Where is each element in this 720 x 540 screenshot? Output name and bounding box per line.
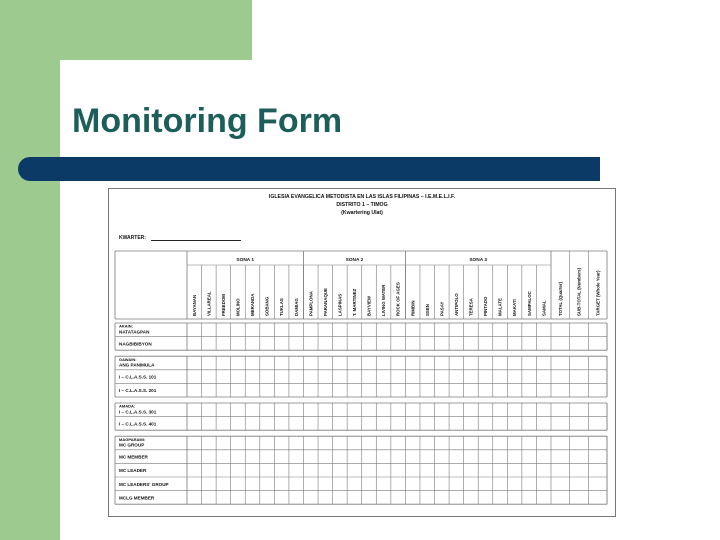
column-header: LASPINAS [337, 293, 343, 316]
section-label: AKAIN: [119, 323, 133, 329]
row-label: ANG PANIMULA [119, 362, 155, 368]
section-label: GAWAIN: [119, 356, 137, 362]
kwarter-label: KWARTER: [119, 235, 146, 241]
summary-column-header: SUB-TOTAL (Numbers) [576, 267, 582, 316]
column-header: T. MARTINEZ [352, 288, 358, 316]
row-label: I – C.L.A.S.S. 101 [119, 374, 157, 380]
monitoring-form [108, 188, 616, 517]
summary-column-header: TOTAL (Quarter) [557, 281, 563, 316]
row-label: MC GROUP [119, 442, 145, 448]
column-header: PAMPLONA [308, 291, 314, 316]
column-header: SAMPALOC [526, 291, 532, 316]
form-header-org: IGLESIA EVANGELICA METODISTA EN LAS ISLAS FILIPINAS – I.E.M.E.L.I.F. [268, 194, 456, 200]
column-header: LIVING WATER [381, 284, 387, 316]
section-label: AMADA: [119, 403, 136, 409]
zone-label: SONA 1 [236, 258, 255, 263]
zone-label: SONA 2 [345, 258, 364, 263]
column-header: BAYANAN [191, 294, 197, 316]
row-label: MCLG MEMBER [119, 495, 155, 501]
row-label: I – C.L.A.S.S. 301 [119, 409, 157, 415]
column-header: PINTADO [483, 296, 489, 316]
summary-column-header: TARGET (Whole Year) [595, 270, 601, 316]
row-label: I – C.L.A.S.S. 401 [119, 421, 157, 427]
column-header: DAMIAG [293, 298, 299, 316]
form-header-report: (Kwartering Ulat) [341, 210, 383, 216]
section-label: MAGPARAMI: [119, 436, 146, 442]
column-header: SOBANG [264, 296, 270, 316]
form-table [109, 189, 615, 516]
column-header: FREEDOM [221, 294, 226, 316]
row-label: MC MEMBER [119, 454, 148, 460]
top-green-block [60, 0, 252, 60]
side-green-bar [0, 0, 60, 540]
row-label: MC LEADER [119, 468, 147, 474]
column-header: BAYVIEW [366, 295, 372, 316]
row-label: NATATAGPAN [119, 329, 150, 335]
column-header: MAKATI [512, 299, 518, 316]
column-header: PARANAQUE [322, 288, 328, 316]
column-header: MALATE [497, 298, 503, 316]
column-header: TUKLAS [279, 298, 285, 316]
row-label: I – C.L.A.S.S. 201 [119, 388, 157, 394]
column-header: MOLINO [235, 298, 241, 316]
column-header: MERANDA [250, 293, 256, 316]
column-header: RIMBIN [410, 300, 416, 316]
slide-title: Monitoring Form [72, 102, 343, 140]
title-underline-bar [18, 157, 600, 181]
column-header: TERESA [468, 298, 474, 316]
zone-label: SONA 3 [469, 258, 488, 263]
column-header: ANTIPOLO [453, 293, 459, 316]
column-header: SAMAL [541, 300, 547, 316]
column-header: PASAY [439, 301, 445, 316]
column-header: VILLAREAL [206, 291, 212, 316]
column-header: ROCK OF AGES [395, 282, 401, 316]
form-header-district: DISTRITO 1 – TIMOG [336, 202, 388, 208]
column-header: SSEN [424, 304, 430, 316]
row-label: NAGBIBIBYON [119, 341, 152, 347]
row-label: MC LEADERS' GROUP [119, 481, 169, 487]
